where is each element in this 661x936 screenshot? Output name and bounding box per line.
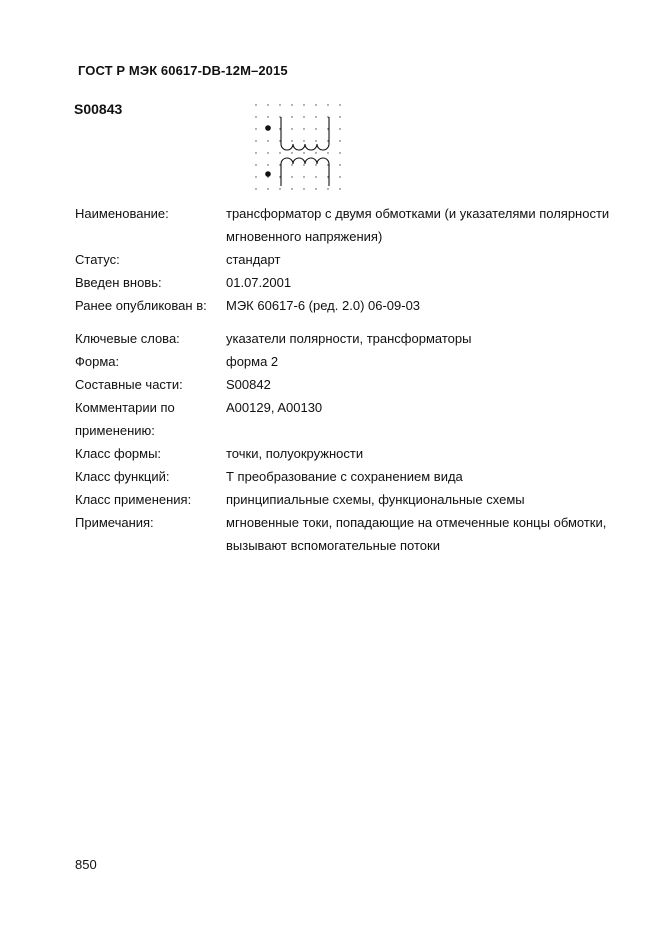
- field-row-components: [75, 373, 615, 396]
- transformer-two-windings-polarity-dots-icon: [250, 100, 346, 192]
- field-value: трансформатор с двумя обмотками (и указателями полярности мгновенного напряжения): [226, 206, 610, 244]
- grid-dot: [303, 128, 304, 129]
- grid-dot: [255, 128, 256, 129]
- grid-dot: [315, 188, 316, 189]
- field-label: Статус:: [75, 252, 120, 267]
- grid-dot: [327, 188, 328, 189]
- grid-dot: [291, 104, 292, 105]
- field-value: стандарт: [226, 252, 281, 267]
- grid-dot: [255, 104, 256, 105]
- grid-dot: [279, 104, 280, 105]
- grid-dot: [291, 152, 292, 153]
- grid-dot: [267, 152, 268, 153]
- grid-dot: [291, 188, 292, 189]
- grid-dot: [315, 104, 316, 105]
- grid-dot: [267, 188, 268, 189]
- field-value: принципиальные схемы, функциональные схемы: [226, 492, 525, 507]
- grid-dot: [339, 152, 340, 153]
- field-row-comments: [75, 396, 615, 442]
- grid-dot: [339, 140, 340, 141]
- symbol-code: S00843: [74, 101, 123, 117]
- grid-dot: [315, 116, 316, 117]
- field-label: Ключевые слова:: [75, 331, 180, 346]
- grid-dot: [315, 176, 316, 177]
- polarity-dot-upper: [265, 125, 271, 131]
- field-label: Класс функций:: [75, 469, 170, 484]
- field-label: Класс применения:: [75, 492, 192, 507]
- field-row-published: [75, 294, 615, 317]
- field-row-function-class: [75, 465, 615, 488]
- grid-dot: [255, 116, 256, 117]
- field-label: Ранее опубликован в:: [75, 298, 207, 313]
- field-value: точки, полуокружности: [226, 446, 364, 461]
- grid-dot: [267, 104, 268, 105]
- polarity-dot-lower: [265, 171, 271, 177]
- grid-dot: [315, 128, 316, 129]
- grid-dot: [303, 188, 304, 189]
- grid-dot: [303, 152, 304, 153]
- grid-dot: [327, 152, 328, 153]
- grid-dot: [303, 164, 304, 165]
- field-value: A00129, A00130: [226, 400, 323, 415]
- grid-dot: [291, 128, 292, 129]
- grid-dot: [255, 176, 256, 177]
- grid-dot: [315, 164, 316, 165]
- attribute-table: [75, 202, 615, 557]
- grid-dot: [339, 176, 340, 177]
- field-value: форма 2: [226, 354, 279, 369]
- field-value: S00842: [226, 377, 271, 392]
- page-number: 850: [75, 857, 97, 872]
- grid-dot: [315, 140, 316, 141]
- field-label: Класс формы:: [75, 446, 162, 461]
- field-label: Форма:: [75, 354, 120, 369]
- field-row-introduced: [75, 271, 615, 294]
- field-label: Введен вновь:: [75, 275, 162, 290]
- grid-dot: [279, 152, 280, 153]
- grid-dot: [327, 104, 328, 105]
- field-value: указатели полярности, трансформаторы: [226, 331, 472, 346]
- grid-dot: [267, 140, 268, 141]
- field-label: Наименование:: [75, 206, 169, 221]
- field-label: Составные части:: [75, 377, 183, 392]
- grid-dot: [303, 140, 304, 141]
- grid-dot: [267, 116, 268, 117]
- field-label: Примечания:: [75, 515, 154, 530]
- field-row-name: [75, 202, 615, 248]
- standard-header: ГОСТ Р МЭК 60617-DB-12M–2015: [78, 63, 288, 78]
- grid-dot: [291, 164, 292, 165]
- field-row-notes: [75, 511, 615, 557]
- grid-dot: [339, 104, 340, 105]
- field-value: Т преобразование с сохранением вида: [226, 469, 463, 484]
- grid-dot: [339, 188, 340, 189]
- grid-dot: [303, 176, 304, 177]
- grid-dot: [255, 152, 256, 153]
- grid-dot: [291, 140, 292, 141]
- grid-dot: [279, 188, 280, 189]
- field-row-status: [75, 248, 615, 271]
- field-value: мгновенные токи, попадающие на отмеченные концы обмотки, вызывают вспомогательные потоки: [226, 515, 607, 553]
- grid-dot: [303, 116, 304, 117]
- grid-dot: [303, 104, 304, 105]
- field-value: МЭК 60617-6 (ред. 2.0) 06-09-03: [226, 298, 421, 313]
- field-row-form: [75, 350, 615, 373]
- grid-dot: [315, 152, 316, 153]
- grid-dot: [291, 176, 292, 177]
- grid-dot: [339, 116, 340, 117]
- field-row-form-class: [75, 442, 615, 465]
- grid-dot: [339, 164, 340, 165]
- field-value: 01.07.2001: [226, 275, 292, 290]
- grid-dot: [255, 164, 256, 165]
- field-row-application-class: [75, 488, 615, 511]
- field-row-keywords: [75, 327, 615, 350]
- grid-dot: [291, 116, 292, 117]
- grid-dot: [267, 164, 268, 165]
- grid-dot: [255, 188, 256, 189]
- grid-dot: [255, 140, 256, 141]
- field-label: Комментарии по применению:: [75, 400, 175, 438]
- grid-dot: [339, 128, 340, 129]
